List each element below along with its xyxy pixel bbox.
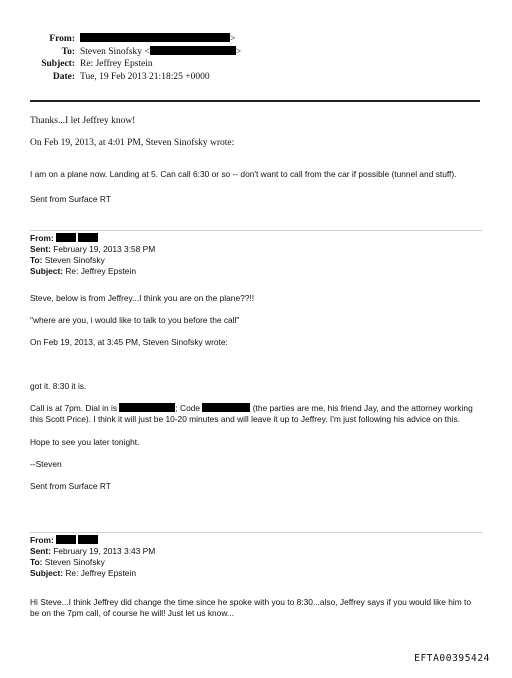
signature: Sent from Surface RT bbox=[30, 481, 111, 491]
to-label: To: bbox=[30, 255, 43, 265]
header-subject-row bbox=[0, 58, 512, 71]
message-4-header bbox=[30, 535, 482, 579]
subject-row bbox=[30, 266, 482, 277]
message-body: I am on a plane now. Landing at 5. Can call 6:30 or so -- don't want to call from the car if possible (tunnel and stuff). bbox=[30, 169, 457, 179]
subject-label: Subject: bbox=[41, 59, 75, 70]
message-line: got it. 8:30 it is. bbox=[30, 381, 87, 391]
redaction-block bbox=[78, 535, 98, 544]
close-bracket: > bbox=[230, 34, 236, 44]
sent-value: February 19, 2013 3:58 PM bbox=[53, 244, 156, 254]
message-3 bbox=[30, 381, 482, 492]
to-name: Steven Sinofsky < bbox=[80, 46, 150, 57]
redaction-block bbox=[56, 535, 76, 544]
sent-value: February 19, 2013 3:43 PM bbox=[53, 546, 156, 556]
date-value: Tue, 19 Feb 2013 21:18:25 +0000 bbox=[80, 71, 210, 82]
header-divider bbox=[30, 100, 480, 102]
quote-intro: On Feb 19, 2013, at 4:01 PM, Steven Sinofsky wrote: bbox=[30, 138, 235, 148]
redaction-block bbox=[78, 233, 98, 242]
from-label: From: bbox=[49, 34, 75, 44]
subject-value: Re: Jeffrey Epstein bbox=[65, 568, 136, 578]
to-label: To: bbox=[61, 46, 75, 57]
redaction-block bbox=[56, 233, 76, 242]
message-4-body bbox=[30, 597, 482, 619]
subject-value: Re: Jeffrey Epstein bbox=[80, 59, 153, 70]
message-body: Hi Steve...I think Jeffrey did change the time since he spoke with you to 8:30...also, Jeffrey says if you would like him to be on the 7pm call, of course he will! Just let us know... bbox=[30, 597, 471, 618]
message-1 bbox=[30, 169, 482, 205]
from-label: From: bbox=[30, 535, 54, 545]
email-header bbox=[0, 33, 512, 83]
header-date-row bbox=[0, 71, 512, 84]
sent-row bbox=[30, 244, 482, 255]
message-divider bbox=[30, 532, 482, 533]
to-label: To: bbox=[30, 557, 43, 567]
redaction-block bbox=[80, 33, 230, 42]
message-quote: "where are you, i would like to talk to you before the call" bbox=[30, 315, 240, 325]
subject-label: Subject: bbox=[30, 568, 64, 578]
message-body: Steve, below is from Jeffrey...I think you are on the plane??!! bbox=[30, 293, 255, 303]
to-row bbox=[30, 557, 482, 568]
from-value bbox=[80, 33, 235, 46]
sent-row bbox=[30, 546, 482, 557]
sent-label: Sent: bbox=[30, 546, 51, 556]
subject-row bbox=[30, 568, 482, 579]
signature-name: --Steven bbox=[30, 459, 62, 469]
from-label: From: bbox=[30, 233, 54, 243]
reply-text: Thanks...I let Jeffrey know! bbox=[30, 116, 136, 126]
message-2-body bbox=[30, 293, 482, 348]
from-row bbox=[30, 535, 482, 546]
redaction-block bbox=[119, 403, 175, 412]
message-body bbox=[30, 403, 482, 425]
code-label: ; Code bbox=[175, 403, 203, 413]
signature: Sent from Surface RT bbox=[30, 194, 111, 204]
sent-label: Sent: bbox=[30, 244, 51, 254]
date-label: Date: bbox=[52, 71, 75, 82]
to-value bbox=[80, 46, 241, 59]
message-divider bbox=[30, 230, 482, 231]
to-value: Steven Sinofsky bbox=[44, 255, 105, 265]
redaction-block bbox=[202, 403, 250, 412]
document-id: EFTA00395424 bbox=[414, 653, 490, 664]
call-text: (the parties are me, his friend Jay, and the attorney working this Scott Price). I think it will just be 10-20 minutes and will leave it up to Jeffrey. I'm just following his advice on this. bbox=[30, 403, 473, 424]
subject-label: Subject: bbox=[30, 266, 64, 276]
call-text: Call is at 7pm. Dial in is bbox=[30, 403, 120, 413]
to-value: Steven Sinofsky bbox=[44, 557, 105, 567]
message-line: Hope to see you later tonight. bbox=[30, 437, 140, 447]
quote-intro: On Feb 19, 2013, at 3:45 PM, Steven Sinofsky wrote: bbox=[30, 337, 228, 347]
to-row bbox=[30, 255, 482, 266]
header-to-row bbox=[0, 46, 512, 59]
close-bracket: > bbox=[235, 46, 242, 57]
message-2-header bbox=[30, 233, 482, 277]
header-from-row bbox=[0, 33, 512, 46]
subject-value: Re: Jeffrey Epstein bbox=[65, 266, 136, 276]
redaction-block bbox=[150, 46, 236, 55]
from-row bbox=[30, 233, 482, 244]
